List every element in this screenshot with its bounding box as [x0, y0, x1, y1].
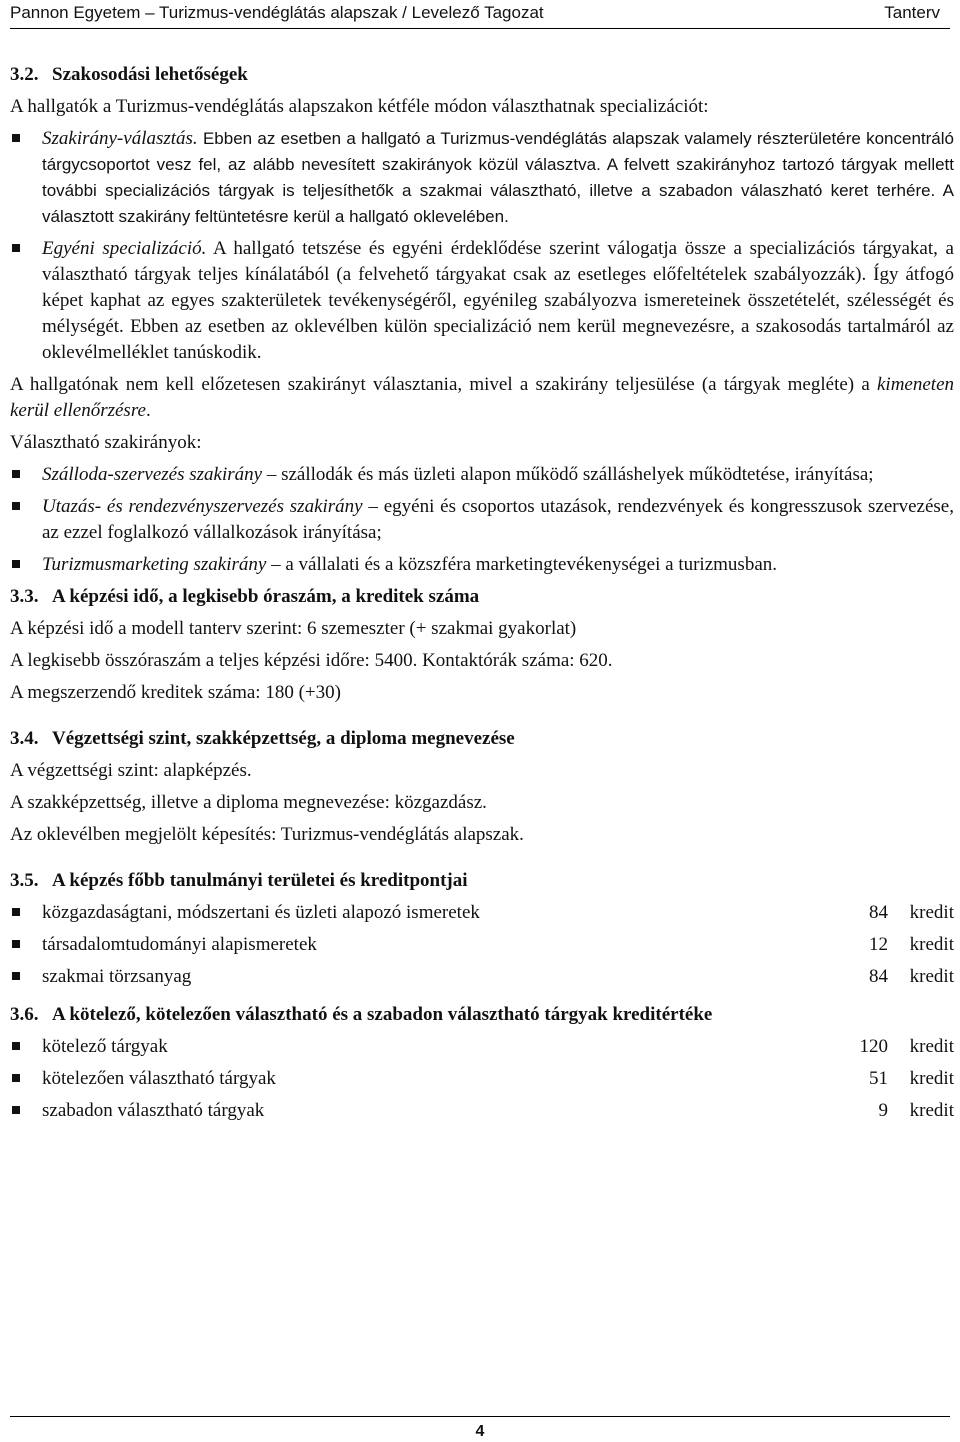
section-title: A kötelező, kötelezően választható és a szabadon választható tárgyak kreditértéke [52, 1004, 713, 1025]
text-line: A legkisebb összóraszám a teljes képzési időre: 5400. Kontaktórák száma: 620. [10, 650, 613, 671]
list-item [10, 126, 954, 230]
note-end: . [145, 400, 151, 421]
section-title: A képzés főbb tanulmányi területei és kreditpontjai [52, 870, 468, 891]
section-heading-3-3 [10, 584, 954, 610]
track-name: Utazás- és rendezvényszervezés szakirány [42, 496, 363, 517]
page-header [10, 0, 950, 30]
header-doc-type: Tanterv [884, 3, 940, 22]
credit-unit: kredit [909, 934, 954, 955]
credit-unit: kredit [909, 902, 954, 923]
list-item [10, 494, 954, 546]
section-number: 3.3. [10, 586, 39, 607]
credit-row [10, 1034, 954, 1060]
list-item [10, 552, 954, 578]
credit-unit: kredit [909, 1036, 954, 1057]
text-line: Az oklevélben megjelölt képesítés: Turizmus-vendéglátás alapszak. [10, 824, 524, 845]
header-rule [10, 28, 950, 29]
section-number: 3.2. [10, 64, 39, 85]
credit-row [10, 932, 954, 958]
section-number: 3.6. [10, 1004, 39, 1025]
item-text: Ebben az esetben a hallgató a Turizmus-vendéglátás alapszak valamely részterületére koncentráló tárgycsoportot vesz fel, az alább nevesített szakirányok közül választva. A felvett szakirányhoz tartozó tárgyak mellett további specializációs tárgyak is teljesíthetők a szakmai választható, illetve a szabadon válaszható keret terhére. A választott szakirány feltüntetésre kerül a hallgató oklevelében. [42, 129, 954, 226]
document-body [10, 62, 954, 1130]
credit-value: 12 [869, 934, 888, 955]
section-heading-3-5 [10, 868, 954, 894]
section-title: Szakosodási lehetőségek [52, 64, 248, 85]
item-text: A hallgató tetszése és egyéni érdeklődése szerint válogatja össze a specializációs tárgyakat, a választható tárgyak teljes kínálatából (a felvehető tárgyakat csak az esetleges előfeltételek szabályozzák). Így átfogó képet kaphat az egyes szakterületek tevékenységéről, egyénileg szabályozva ismereteinek összetételét, szélességét és mélységét. Ebben az esetben az oklevélben külön specializáció nem kerül megnevezésre, a szakosodás tartalmáról az oklevélmelléklet tanúskodik. [42, 238, 954, 363]
credit-area: kötelezően választható tárgyak [42, 1068, 276, 1089]
section-number: 3.5. [10, 870, 39, 891]
credit-row [10, 900, 954, 926]
header-title: Pannon Egyetem – Turizmus-vendéglátás alapszak / Levelező Tagozat [10, 3, 544, 22]
text-line: A megszerzendő kreditek száma: 180 (+30) [10, 682, 341, 703]
track-desc: – szállodák és más üzleti alapon működő szálláshelyek működtetése, irányítása; [262, 464, 874, 485]
intro-paragraph: A hallgatók a Turizmus-vendéglátás alapszakon kétféle módon választhatnak specializációt: [10, 96, 709, 117]
section-heading-3-4 [10, 726, 954, 752]
item-title: Szakirány-választás. [42, 128, 198, 149]
page-number: 4 [475, 1423, 485, 1440]
track-name: Szálloda-szervezés szakirány [42, 464, 263, 485]
list-item [10, 236, 954, 366]
track-desc: – a vállalati és a közszféra marketingtevékenységei a turizmusban. [266, 554, 777, 575]
credit-value: 84 [869, 902, 888, 923]
text-line: A végzettségi szint: alapképzés. [10, 760, 252, 781]
credit-area: szakmai törzsanyag [42, 966, 192, 987]
section-heading-3-6 [10, 1002, 954, 1028]
note-italic: kimeneten kerül ellenőrzésre [10, 374, 954, 421]
credit-unit: kredit [909, 1068, 954, 1089]
track-name: Turizmusmarketing szakirány [42, 554, 267, 575]
note-text: A hallgatónak nem kell előzetesen szakirányt választania, mivel a szakirány teljesülése (a tárgyak megléte) a [10, 374, 877, 395]
credit-area: közgazdaságtani, módszertani és üzleti alapozó ismeretek [42, 902, 480, 923]
track-desc: – egyéni és csoportos utazások, rendezvények és kongresszusok szervezése, az ezzel foglalkozó vállalkozások irányítása; [42, 496, 954, 543]
credit-row [10, 1098, 954, 1124]
item-title: Egyéni specializáció. [42, 238, 207, 259]
credit-row [10, 1066, 954, 1092]
credit-area: szabadon választható tárgyak [42, 1100, 265, 1121]
track-list [10, 462, 954, 578]
credit-unit: kredit [909, 966, 954, 987]
section-title: Végzettségi szint, szakképzettség, a diploma megnevezése [52, 728, 515, 749]
credit-list [10, 900, 954, 990]
credit-value: 84 [869, 966, 888, 987]
list-item [10, 462, 954, 488]
note-paragraph [10, 372, 954, 424]
tracks-label: Választható szakirányok: [10, 432, 202, 453]
text-line: A képzési idő a modell tanterv szerint: 6 szemeszter (+ szakmai gyakorlat) [10, 618, 577, 639]
credit-row [10, 964, 954, 990]
section-title: A képzési idő, a legkisebb óraszám, a kreditek száma [52, 586, 480, 607]
credit-value: 120 [859, 1036, 888, 1057]
section-heading-3-2 [10, 62, 954, 88]
credit-list [10, 1034, 954, 1124]
credit-value: 51 [869, 1068, 888, 1089]
credit-value: 9 [878, 1100, 888, 1121]
page-footer [10, 1416, 950, 1441]
specialization-list [10, 126, 954, 366]
text-line: A szakképzettség, illetve a diploma megnevezése: közgazdász. [10, 792, 487, 813]
credit-unit: kredit [909, 1100, 954, 1121]
section-number: 3.4. [10, 728, 39, 749]
credit-area: kötelező tárgyak [42, 1036, 168, 1057]
credit-area: társadalomtudományi alapismeretek [42, 934, 317, 955]
